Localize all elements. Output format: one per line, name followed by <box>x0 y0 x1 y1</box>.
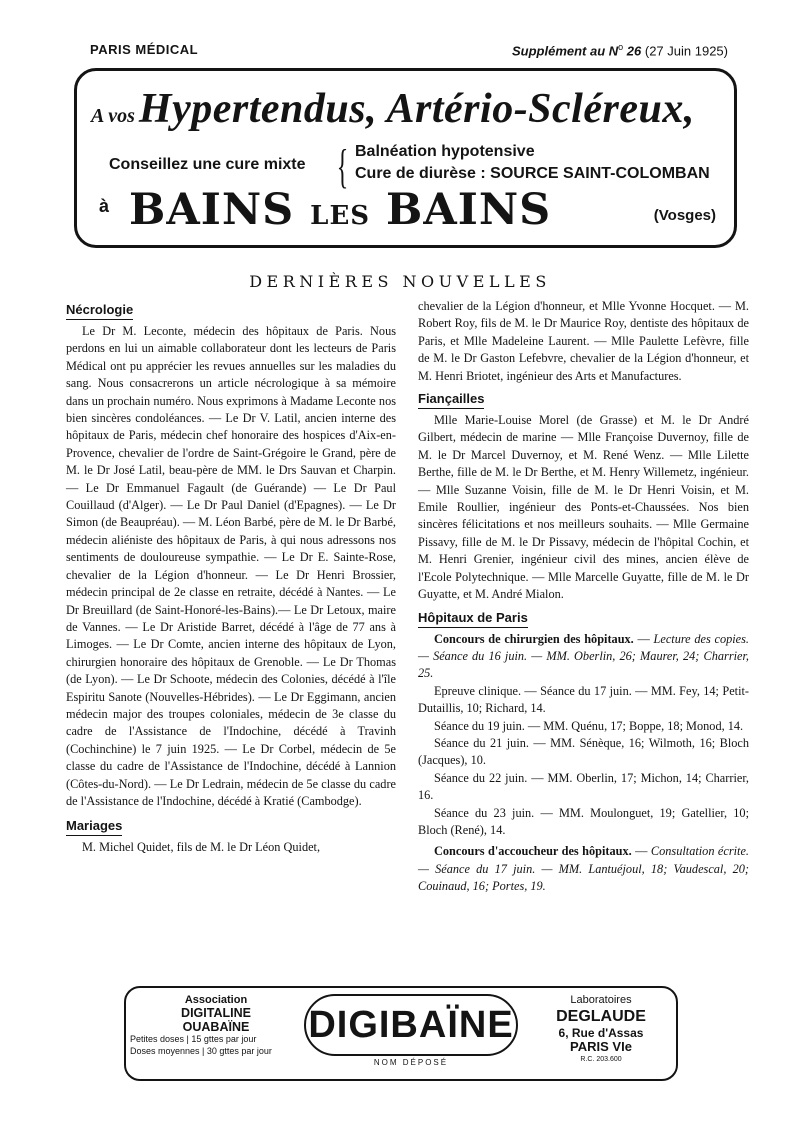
necrologie-text: Le Dr M. Leconte, médecin des hôpitaux de Paris. Nous perdons en lui un aimable collaborateur dont les lecteurs de Paris Médical ont pu apprécier les revues annuelles sur les maladies du sang. Nous consacrerons un article nécrologique à sa mémoire dans un prochain numéro. Nous exprimons à Madame Leconte nos bien sincères condoléances. — Le Dr V. Latil, ancien interne des hôpitaux de Paris, médecin chef honoraire des hospices d'Aix-en-Provence, chevalier de l'ordre de Saint-Grégoire le Grand, père de M. le Dr José Latil, beau-père de MM. le Drs Sauvan et Charpin. — Le Dr Emmanuel Fagault (de Guérande) — Le Dr Paul Couillaud (d'Alger). — Le Dr Paul Daniel (d'Epagnes). — Le Dr Simon (de Beaupréau). — M. Léon Barbé, père de M. le Dr Barbé, médecin aliéniste des hôpitaux de Paris, à qui nous adressons nos sentiments de douloureuse sympathie. — Le Dr E. Sainte-Rose, chevalier de la Légion d'honneur. — Le Dr Henri Brossier, médecin principal de 2e classe en retraite, décédé à Nantes. — Le Dr Breuillard (de Saint-Honoré-les-Bains).— Le Dr Letoux, maire de Vannes. — Le Dr Aristide Barret, décédé à l'âge de 77 ans à Limoges. — Le Dr Comte, ancien interne des hôpitaux de Lyon, chirurgien honoraire des hôpitaux de Grenoble. — Le Dr Thomas (de Lyon). — Le Dr Schoote, médecin des Colonies, décédé à l'île Espiritu Sanote (Nouvelles-Hébrides). — Le Dr Eggimann, ancien médecin major des troupes coloniales, médecin de 3e classe du cadre de l'Assistance de l'Indochine, décédé à Travinh (Cochinchine) le 7 juin 1925. — Le Dr Corbel, médecin de 5e classe du cadre de l'Assistance de l'Indochine, décédé à Lannion (Côtes-du-Nord). — Le Dr Ledrain, médecin de 5e classe du cadre de l'Assistance de l'Indochine, décédé à Kratié (Cambodge). <box>66 324 396 808</box>
ad-brand-bains-les-bains: BAINS LES BAINS <box>129 185 552 235</box>
ad-conseillez: Conseillez une cure mixte <box>109 156 306 173</box>
left-column <box>66 298 396 857</box>
chir-epreuve: Epreuve clinique. — Séance du 17 juin. — MM. Fey, 14; Petit-Dutaillis, 10; Richard, 14. <box>418 683 749 716</box>
ad-option-balneation: Balnéation hypotensive <box>355 143 535 160</box>
heading-mariages: Mariages <box>66 818 122 836</box>
running-header <box>90 42 728 60</box>
heading-fiancailles: Fiançailles <box>418 391 484 409</box>
brace-glyph: { <box>336 140 349 193</box>
digibaine-logo: DIGIBAÏNE <box>304 994 518 1056</box>
chir-seance-22: Séance du 22 juin. — MM. Oberlin, 17; Michon, 14; Charrier, 16. <box>418 770 749 803</box>
chir-seance-21: Séance du 21 juin. — MM. Sénèque, 16; Wilmoth, 16; Bloch (Jacques), 10. <box>418 735 749 768</box>
right-column <box>418 298 749 896</box>
ad-laboratoires: Laboratoires DEGLAUDE 6, Rue d'Assas PARIS VIe R.C. 203.600 <box>556 994 646 1063</box>
mariages-text: M. Michel Quidet, fils de M. le Dr Léon Quidet, <box>82 840 321 855</box>
journal-name: PARIS MÉDICAL <box>90 42 199 57</box>
ad-region: (Vosges) <box>653 207 716 224</box>
ad-doses: Petites doses | 15 gttes par jour Doses moyennes | 30 gttes par jour <box>130 1034 272 1056</box>
ad-a: à <box>99 196 110 216</box>
ad-association: Association DIGITALINE OUABAÏNE <box>181 994 251 1034</box>
heading-hopitaux: Hôpitaux de Paris <box>418 610 528 628</box>
fiancailles-text: Mlle Marie-Louise Morel (de Grasse) et M. le Dr André Gilbert, médecin de marine — Mlle Françoise Duvernoy, fille de M. le Dr Marcel Duvernoy, et M. René Wenz. — Mlle Lilette Berthe, fille de M. le Dr Berthe, et M. Henry Willemetz, ingénieur. — Mlle Suzanne Voisin, fille de M. le Dr Henri Voisin, et M. Emile Roullier, ingénieur des Ponts-et-Chaussées. Nos bien sincères félicitations et nos meilleurs souhaits. — Mlle Germaine Pissavy, fille de M. le Dr Pissavy, médecin de l'hôpital Cochin, et M. Henri Grenier, ingénieur civil des mines, ancien élève de l'Ecole Polytechnique. — Mlle Marcelle Guyatte, fille de M. le Dr Guyatte, et M. André Mialon. <box>418 413 749 602</box>
heading-necrologie: Nécrologie <box>66 302 133 320</box>
advertisement-bains-les-bains <box>74 68 737 248</box>
mariages-continued: chevalier de la Légion d'honneur, et Mlle Yvonne Hocquet. — M. Robert Roy, fils de M. le Dr Maurice Roy, dentiste des hôpitaux de Paris, et Mlle Madeleine Laurent. — Mlle Paulette Lefèvre, fille de M. le Dr Gaston Lefebvre, chevalier de la Légion d'honneur, et M. Henri Briotet, ingénieur des Arts et Manufactures. <box>418 299 749 383</box>
nom-depose: NOM DÉPOSÉ <box>373 1058 449 1067</box>
advertisement-digibaine <box>124 986 678 1081</box>
section-title: DERNIÈRES NOUVELLES <box>249 272 551 291</box>
issue-info: Supplément au $N^o$ 26 (27 Juin 1925) <box>511 42 728 59</box>
ad-headline: A vos Hypertendus, Artério-Scléreux, <box>91 86 695 132</box>
chir-seance-19: Séance du 19 juin. — MM. Quénu, 17; Boppe, 18; Monod, 14. <box>434 718 744 733</box>
chir-intro: Concours de chirurgien des hôpitaux. — Lecture des copies. — Séance du 16 juin. — MM. Oberlin, 26; Maurer, 24; Charrier, 25. <box>418 631 749 681</box>
chir-seance-23: Séance du 23 juin. — MM. Moulonguet, 19; Gatellier, 10; Bloch (René), 14. <box>418 805 749 837</box>
ad-option-diurese: Cure de diurèse : SOURCE SAINT-COLOMBAN <box>355 165 710 182</box>
accoucheur-concours: Concours d'accoucheur des hôpitaux. — Consultation écrite. — Séance du 17 juin. — MM. Lantuéjoul, 18; Vaudescal, 20; Couinaud, 16; Portes, 19. <box>418 844 749 894</box>
